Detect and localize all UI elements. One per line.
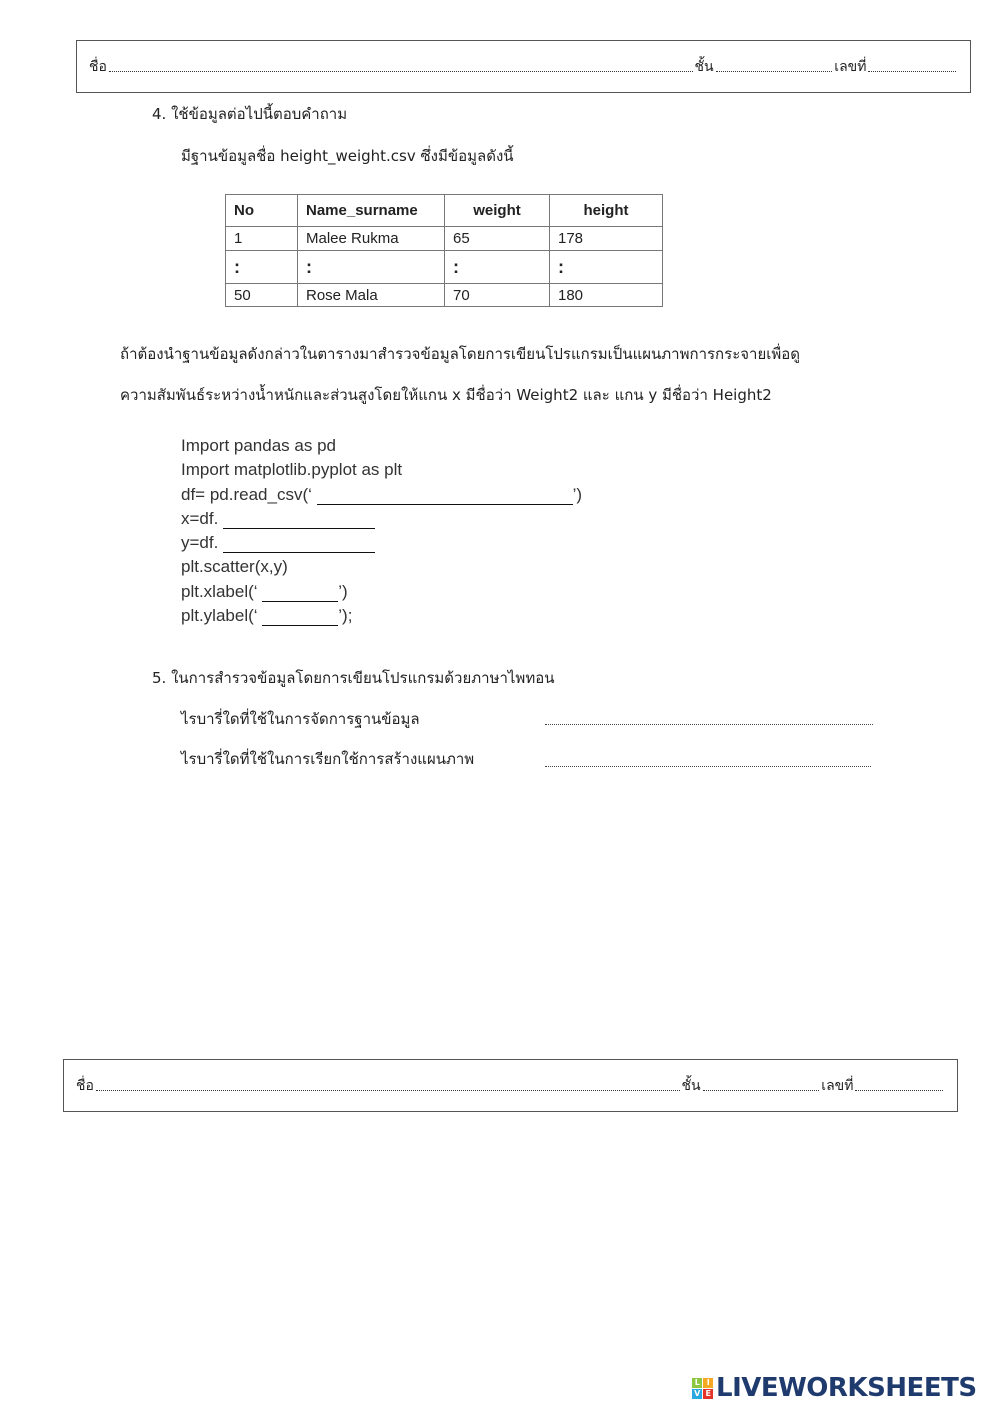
logo-icon — [692, 1378, 713, 1399]
xlabel-input[interactable] — [262, 583, 338, 602]
code-text: y=df. — [181, 533, 224, 553]
name-label: ชื่อ — [89, 58, 107, 75]
logo-letter: I — [703, 1378, 713, 1388]
table-header-row — [226, 195, 663, 227]
plot-library-answer[interactable] — [545, 750, 871, 767]
code-text: ’) — [572, 484, 583, 504]
header-name: Name_surname — [298, 195, 445, 227]
logo-text: LIVEWORKSHEETS — [716, 1373, 977, 1403]
cell: : — [298, 251, 445, 284]
header-no: No — [226, 195, 298, 227]
table-row — [226, 251, 663, 284]
class-field[interactable] — [716, 71, 833, 72]
question-4-intro: มีฐานข้อมูลชื่อ height_weight.csv ซึ่งมีข้อมูลดังนี้ — [181, 147, 514, 165]
logo-letter: L — [692, 1378, 702, 1388]
class-label: ชั้น — [694, 58, 714, 75]
code-line — [181, 580, 582, 604]
table-row — [226, 227, 663, 251]
cell: 50 — [226, 284, 298, 307]
cell: 178 — [550, 227, 663, 251]
question-5-sub1: ไรบารี่ใดที่ใช้ในการจัดการฐานข้อมูล — [181, 710, 420, 728]
x-column-input[interactable] — [223, 510, 375, 529]
ylabel-input[interactable] — [262, 607, 338, 626]
class-field[interactable] — [703, 1090, 820, 1091]
code-line: plt.scatter(x,y) — [181, 557, 288, 577]
header-height: height — [550, 195, 663, 227]
code-line: Import matplotlib.pyplot as plt — [181, 460, 403, 480]
data-library-answer[interactable] — [545, 708, 873, 725]
name-label: ชื่อ — [76, 1077, 94, 1094]
code-text: ’) — [338, 581, 348, 601]
cell: 70 — [445, 284, 550, 307]
code-text: x=df. — [181, 508, 224, 528]
number-field[interactable] — [855, 1090, 943, 1091]
code-block — [181, 434, 582, 628]
cell: Rose Mala — [298, 284, 445, 307]
class-label: ชั้น — [681, 1077, 701, 1094]
number-label: เลขที่ — [834, 58, 867, 75]
logo-letter: E — [703, 1389, 713, 1399]
code-text: plt.ylabel(‘ — [181, 606, 263, 626]
student-info-footer — [63, 1059, 958, 1112]
code-text: df= pd.read_csv(‘ — [181, 484, 317, 504]
student-info-header — [76, 40, 971, 93]
cell: : — [445, 251, 550, 284]
code-line — [181, 604, 582, 628]
header-weight: weight — [445, 195, 550, 227]
question-5-sub2: ไรบารี่ใดที่ใช้ในการเรียกใช้การสร้างแผนภาพ — [181, 750, 475, 768]
number-label: เลขที่ — [821, 1077, 854, 1094]
cell: : — [550, 251, 663, 284]
data-table — [225, 194, 663, 307]
number-field[interactable] — [868, 71, 956, 72]
code-text: plt.xlabel(‘ — [181, 581, 263, 601]
paragraph-line-1: ถ้าต้องนำฐานข้อมูลดังกล่าวในตารางมาสำรวจข้อมูลโดยการเขียนโปรแกรมเป็นแผนภาพการกระจายเพื่อดู — [120, 345, 801, 363]
paragraph-line-2: ความสัมพันธ์ระหว่างน้ำหนักและส่วนสูงโดยให้แกน x มีชื่อว่า Weight2 และ แกน y มีชื่อว่า Height2 — [120, 386, 772, 404]
code-text: ’); — [338, 606, 353, 626]
cell: : — [226, 251, 298, 284]
table-row — [226, 284, 663, 307]
code-line — [181, 531, 582, 555]
cell: 1 — [226, 227, 298, 251]
cell: Malee Rukma — [298, 227, 445, 251]
cell: 180 — [550, 284, 663, 307]
question-5-title: 5. ในการสำรวจข้อมูลโดยการเขียนโปรแกรมด้วยภาษาไพทอน — [152, 669, 555, 687]
code-line: Import pandas as pd — [181, 436, 336, 455]
y-column-input[interactable] — [223, 534, 375, 553]
cell: 65 — [445, 227, 550, 251]
code-line — [181, 507, 582, 531]
code-line — [181, 483, 582, 507]
csv-filename-input[interactable] — [317, 486, 573, 505]
liveworksheets-logo — [692, 1373, 977, 1403]
question-4-title: 4. ใช้ข้อมูลต่อไปนี้ตอบคำถาม — [152, 105, 348, 123]
logo-letter: V — [692, 1389, 702, 1399]
name-field[interactable] — [109, 71, 693, 72]
name-field[interactable] — [96, 1090, 680, 1091]
